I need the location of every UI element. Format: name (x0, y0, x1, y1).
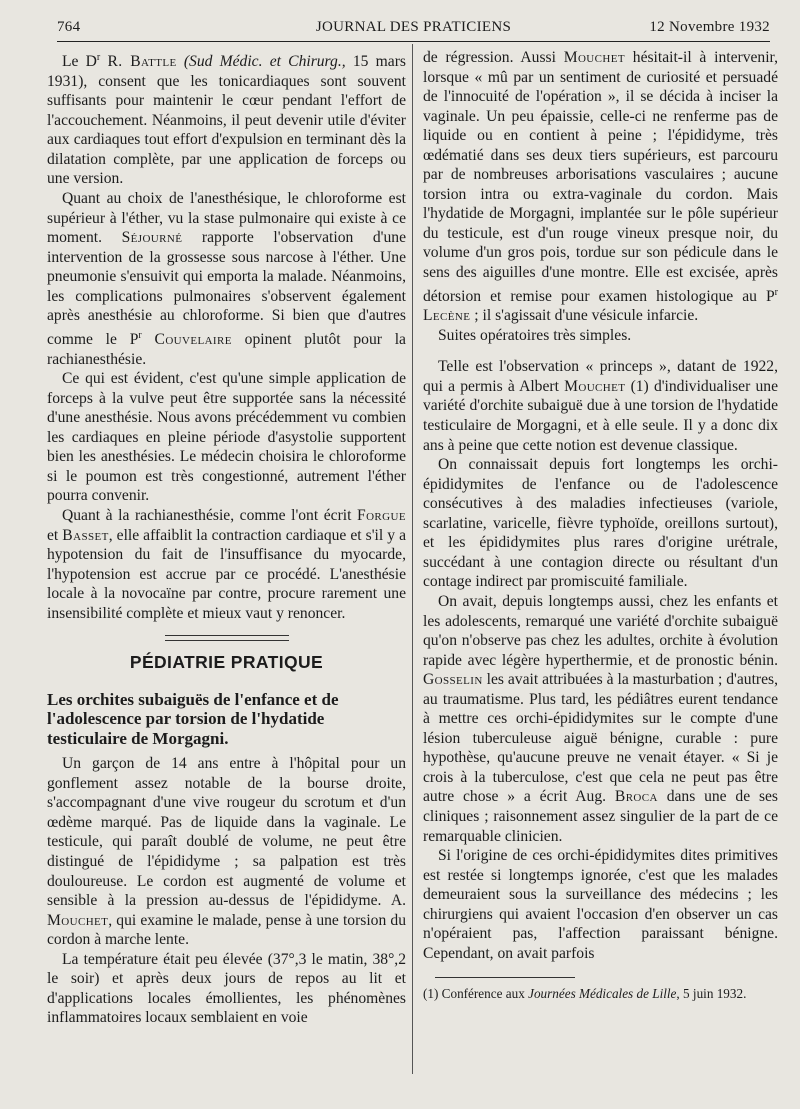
paragraph: On connaissait depuis fort longtemps les orchi-épididymites de l'enfance ou de l'adolescence consécutives à des maladies infectieuses (variole, scarlatine, varicelle, fièvre typhoïde, oreillons surtout), et les épididymites plus rares d'origine urétrale, succédant à une contagion directe ou résultant d'un contage indirect par promiscuité familiale. (423, 456, 778, 591)
article-title: Les orchites subaiguës de l'enfance et de l'adolescence par torsion de l'hydatide testiculaire de Morgagni. (47, 689, 339, 748)
paragraph: La température était peu élevée (37°,3 le matin, 38°,2 le soir) et après deux jours de repos au lit et d'applications locales émollientes, les phénomènes inflammatoires locaux semblaient en voie (47, 950, 406, 1027)
column-divider (412, 44, 413, 1074)
paragraph: Le $D^r$ R. Battle (Sud Médic. et Chirurg., 15 mars 1931), consent que les tonicardiaques sont souvent suffisants pour maintenir le cœur pendant l'effort de l'accouchement. Néanmoins, il peut devenir utile d'éviter aux cardiaques tout effort d'expulsion en terminant dès la dilatation complète, par une application de forceps ou une version. (47, 52, 406, 188)
section-rule (165, 635, 289, 641)
running-header (57, 17, 770, 42)
paragraph: Si l'origine de ces orchi-épididymites dites primitives est restée si longtemps ignorée, c'est que les malades demeuraient sous la surveillance des médecins ; les chirurgiens qui avaient l'occasion d'en observer un cas n'opéraient pas, l'affection paraissant bénigne. Cependant, on avait parfois (423, 847, 778, 962)
paragraph: On avait, depuis longtemps aussi, chez les enfants et les adolescents, remarqué une variété d'orchite subaiguë qu'on n'observe pas chez les adultes, orchite à évolution rapide avec légère hyperthermie, et de pronostic bénin. Gosselin les avait attribuées à la masturbation ; d'autres, au traumatisme. Plus tard, les pédiâtres eurent tendance à mettre ces orchi-épididymites sur le compte d'une lésion tuberculeuse aiguë bénigne, curable : pure hypothèse, qu'aucune preuve ne venait étayer. « Si je crois à la tuberculose, c'est que cela ne peut pas être autre chose » a écrit Aug. Broca dans une de ses cliniques ; raisonnement assez singulier de la part de ce remarquable clinicien. (423, 592, 779, 845)
paragraph: Quant à la rachianesthésie, comme l'ont écrit Forgue et Basset, elle affaiblit la contraction cardiaque et s'il y a hypotension du fait de l'insuffisance du myocarde, l'hypotension est accrue par ce procédé. L'anesthésie locale à la novocaïne par contre, procure rarement une insensibilité complète et mieux vaut y renoncer. (47, 506, 406, 622)
paragraph: Ce qui est évident, c'est qu'une simple application de forceps à la vulve peut être supportée sans la nécessité d'une anesthésie. Nous avons précédemment vu combien les cardiaques en pleine période d'asystolie supportent bien les anesthésies. Le médecin choisira le chloroforme si le poumon est très congestionné, autrement l'éther pourra convenir. (47, 370, 406, 505)
right-column (423, 48, 778, 1002)
footnote-rule (435, 977, 575, 978)
section-title: PÉDIATRIE PRATIQUE (129, 652, 324, 673)
journal-title: JOURNAL DES PRATICIENS (315, 19, 512, 35)
paragraph: de régression. Aussi Mouchet hésitait-il à intervenir, lorsque « mû par un sentiment de curiosité et persuadé de l'innocuité de l'opération », il se décida à inciser la vaginale. Un peu épaissie, celle-ci ne renferme pas de liquide ou en contient à peine ; l'épididyme, très œdématié dans ses deux tiers supérieurs, est parcouru par de nombreuses arborisations vasculaires ; aucune torsion intra ou extra-vaginale du cordon. Mais l'hydatide de Morgagni, implantée sur le pôle supérieur du testicule, est d'un rouge vineux presque noir, du volume d'un gros pois, tordue sur son pédicule dans le sens des aiguilles d'une montre. Elle est excisée, après détorsion et remise pour examen histologique au $P^r$ Lecène ; il s'agissait d'une vésicule infarcie. (423, 49, 779, 325)
paragraph: Telle est l'observation « princeps », datant de 1922, qui a permis à Albert Mouchet (1) d'individualiser une variété d'orchite subaiguë due à une torsion de l'hydatide testiculaire de Morgagni, et à elle seule. Il y a donc dix ans à peine que cette notion est devenue classique. (423, 358, 778, 454)
paragraph: Suites opératoires très simples. (438, 326, 632, 344)
left-column (47, 48, 406, 1028)
footnote: (1) Conférence aux Journées Médicales de Lille, 5 juin 1932. (423, 986, 747, 1002)
page-number: 764 (57, 19, 81, 35)
issue-date: 12 Novembre 1932 (649, 19, 770, 35)
paragraph: Quant au choix de l'anesthésique, le chloroforme est supérieur à l'éther, vu la stase pulmonaire qui existe à ce moment. Séjourné rapporte l'observation d'une intervention de la grossesse sous narcose à l'éther. Une pneumonie s'ensuivit qui emporta la malade. Néanmoins, les complications pulmonaires s'observent également après anesthésie au chloroforme. Si bien que d'autres comme le $P^r$ Couvelaire opinent plutôt pour la rachianesthésie. (47, 190, 406, 368)
paragraph: Un garçon de 14 ans entre à l'hôpital pour un gonflement assez notable de la bourse droite, s'accompagnant d'une vive rougeur du scrotum et d'un œdème marqué. Pas de liquide dans la vaginale. Le testicule, qui paraît doublé de volume, ne peut être distingué de l'épididyme ; sa palpation est très douloureuse. Le cordon est augmenté de volume et sensible à la pression au-dessus de l'épididyme. A. Mouchet, qui examine le malade, pense à une torsion du cordon à marche lente. (47, 755, 406, 949)
